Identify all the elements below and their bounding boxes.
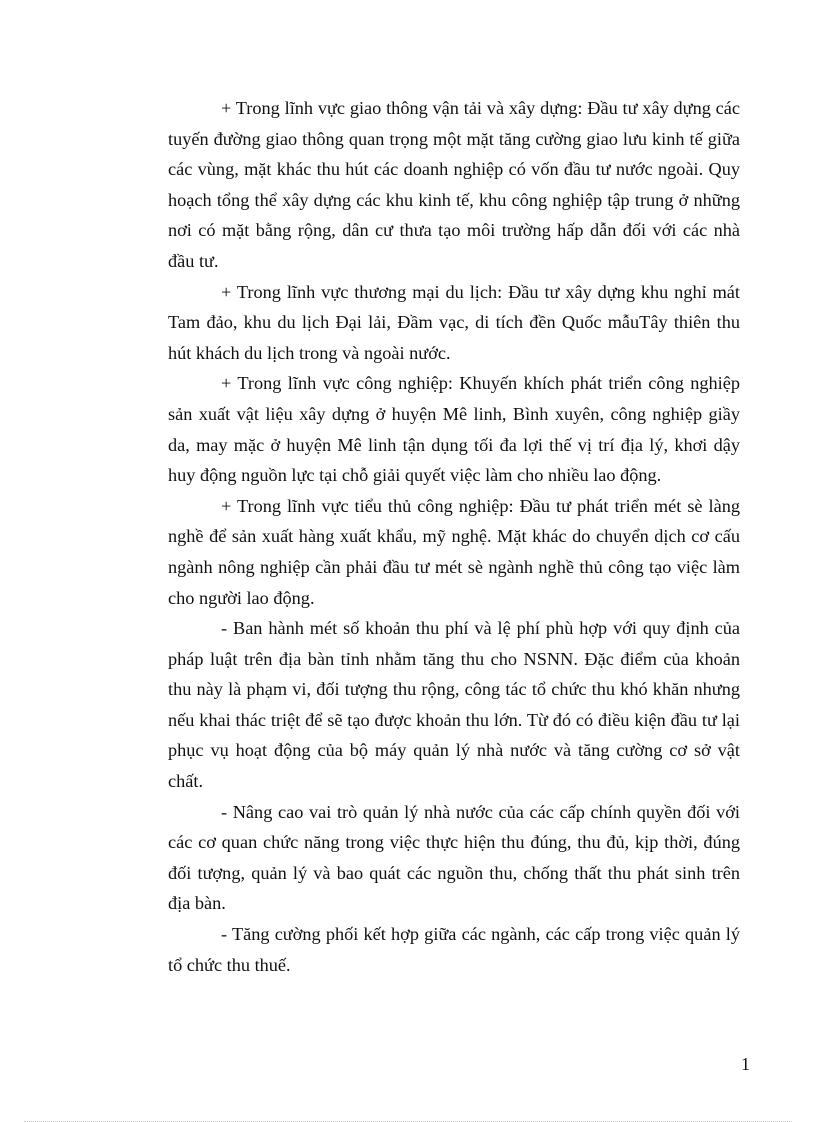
paragraph-state-management: - Nâng cao vai trò quản lý nhà nước của các cấp chính quyền đối với các cơ quan chức năng trong việc thực hiện thu đúng, thu đủ, kịp thời, đúng đối tượng, quản lý và bao quát các nguồn thu, chống thất thu phát sinh trên địa bàn. [168,801,740,914]
page-bottom-divider [24,1121,792,1122]
paragraph-coordination: - Tăng cường phối kết hợp giữa các ngành, các cấp trong việc quản lý tổ chức thu thuế. [168,924,740,975]
page-number: 1 [741,1054,750,1074]
document-body [168,93,740,980]
paragraph-trade-tourism: + Trong lĩnh vực thương mại du lịch: Đầu tư xây dựng khu nghỉ mát Tam đảo, khu du lịch Đại lải, Đầm vạc, di tích đền Quốc mẫuTây thiên thu hút khách du lịch trong và ngoài nước. [168,281,740,363]
paragraph-industry: + Trong lĩnh vực công nghiệp: Khuyến khích phát triển công nghiệp sản xuất vật liệu xây dựng ở huyện Mê linh, Bình xuyên, công nghiệp giầy da, may mặc ở huyện Mê linh tận dụng tối đa lợi thế vị trí địa lý, khơi dậy huy động nguồn lực tại chỗ giải quyết việc làm cho nhiều lao động. [168,373,740,486]
paragraph-fees-charges: - Ban hành mét số khoản thu phí và lệ phí phù hợp với quy định của pháp luật trên địa bàn tỉnh nhằm tăng thu cho NSNN. Đặc điểm của khoản thu này là phạm vi, đối tượng thu rộng, công tác tổ chức thu khó khăn nhưng nếu khai thác triệt để sẽ tạo được khoản thu lớn. Từ đó có điều kiện đầu tư lại phục vụ hoạt động của bộ máy quản lý nhà nước và tăng cường cơ sở vật chất. [168,618,740,792]
paragraph-transport-construction: + Trong lĩnh vực giao thông vận tải và xây dựng: Đầu tư xây dựng các tuyến đường giao thông quan trọng một mặt tăng cường giao lưu kinh tế giữa các vùng, mặt khác thu hút các doanh nghiệp có vốn đầu tư nước ngoài. Quy hoạch tổng thể xây dựng các khu kinh tế, khu công nghiệp tập trung ở những nơi có mặt bằng rộng, dân cư thưa tạo môi trường hấp dẫn đối với các nhà đầu tư. [168,98,740,271]
paragraph-handicraft: + Trong lĩnh vực tiểu thủ công nghiệp: Đầu tư phát triển mét sè làng nghề để sản xuất hàng xuất khẩu, mỹ nghệ. Mặt khác do chuyển dịch cơ cấu ngành nông nghiệp cần phải đầu tư mét sè ngành nghề thủ công tạo việc làm cho người lao động. [168,495,740,608]
